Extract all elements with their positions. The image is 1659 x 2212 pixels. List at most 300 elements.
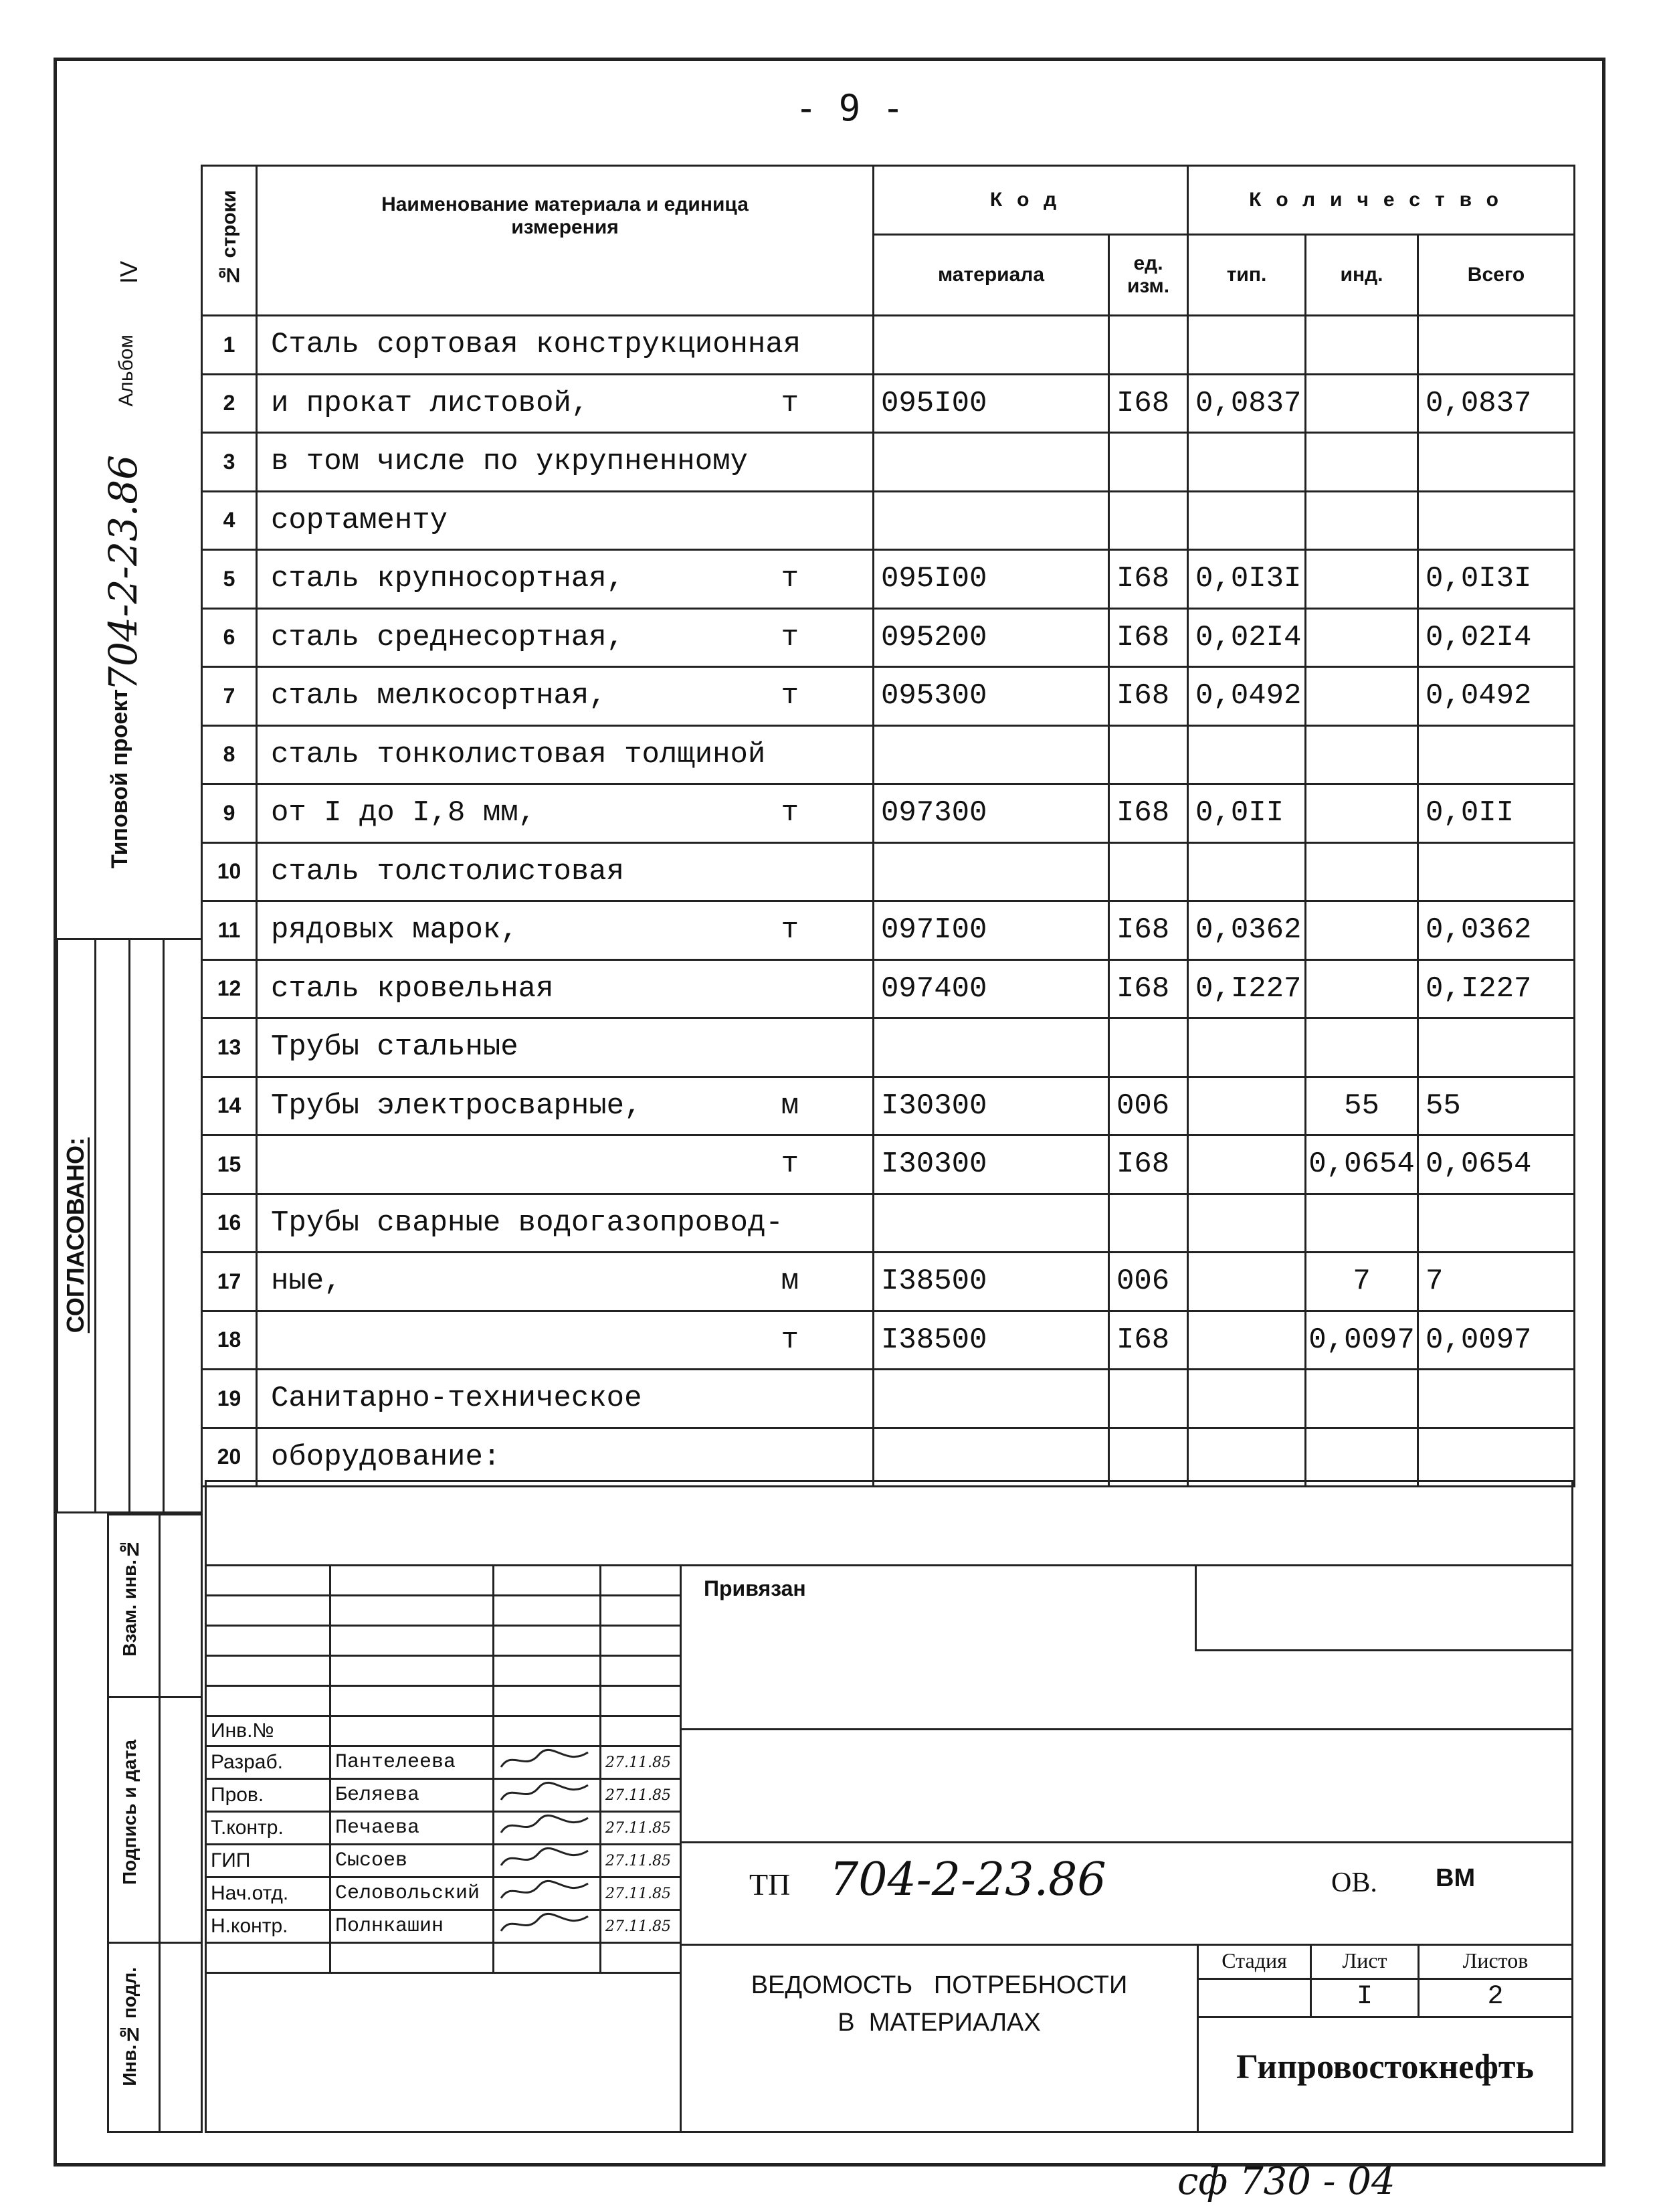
row-number: 19 — [202, 1370, 257, 1428]
material-name — [257, 1135, 874, 1194]
material-code — [874, 1370, 1109, 1428]
bound-label: Привязан — [704, 1576, 806, 1600]
unit-symbol: т — [781, 1323, 799, 1357]
qty-typ — [1188, 842, 1306, 901]
material-code: I38500 — [874, 1253, 1109, 1311]
qty-typ — [1188, 1311, 1306, 1370]
unit-code — [1109, 1018, 1188, 1077]
row-number: 6 — [202, 608, 257, 667]
row-number: 4 — [202, 491, 257, 550]
inv-original-value — [159, 1942, 203, 2133]
signature-scribble — [498, 1878, 592, 1904]
doc-title-line-1: ВЕДОМОСТЬ ПОТРЕБНОСТИ — [751, 1971, 1128, 1999]
qty-ind — [1306, 1194, 1418, 1253]
approved-column-3 — [128, 938, 165, 1513]
unit-symbol: м — [781, 1265, 799, 1299]
sheet-value: I — [1356, 1982, 1373, 2012]
table-row — [202, 1253, 1575, 1311]
blank-cell — [330, 1943, 494, 1973]
blank-cell — [206, 1626, 330, 1656]
material-code — [874, 842, 1109, 901]
unit-code: I68 — [1109, 901, 1188, 960]
album-label: Альбом — [115, 335, 137, 407]
material-name-text: сталь тонколистовая толщиной — [271, 737, 766, 771]
qty-typ: 0,02I4 — [1188, 608, 1306, 667]
material-name — [257, 1370, 874, 1428]
qty-typ: 0,I227 — [1188, 959, 1306, 1018]
qty-ind — [1306, 1370, 1418, 1428]
material-name-text: Сталь сортовая конструкционная — [271, 328, 801, 362]
row-number: 11 — [202, 901, 257, 960]
row-number: 17 — [202, 1253, 257, 1311]
qty-total — [1418, 316, 1575, 375]
qty-total: 0,02I4 — [1418, 608, 1575, 667]
doc-title-line-2: В МАТЕРИАЛАХ — [838, 2009, 1041, 2037]
qty-typ — [1188, 491, 1306, 550]
row-number: 16 — [202, 1194, 257, 1253]
blank-cell — [330, 1656, 494, 1686]
qty-typ — [1188, 1018, 1306, 1077]
sheets-value: 2 — [1487, 1982, 1504, 2012]
unit-code — [1109, 1194, 1188, 1253]
qty-ind — [1306, 491, 1418, 550]
table-row — [202, 667, 1575, 726]
header-material: материала — [874, 235, 1109, 316]
organization-name: Гипровостокнефть — [1236, 2048, 1534, 2086]
material-name — [257, 550, 874, 609]
qty-ind — [1306, 784, 1418, 843]
qty-ind — [1306, 1428, 1418, 1487]
material-name — [257, 901, 874, 960]
header-ind: инд. — [1306, 235, 1418, 316]
table-row — [202, 725, 1575, 784]
person-name: Сысоев — [330, 1845, 494, 1877]
qty-ind — [1306, 667, 1418, 726]
blank-cell — [494, 1566, 601, 1596]
unit-code: I68 — [1109, 667, 1188, 726]
material-code: 095200 — [874, 608, 1109, 667]
material-name-text: сталь среднесортная, — [271, 620, 625, 654]
title-block-blank-row — [206, 1656, 681, 1686]
blank-cell — [206, 1943, 330, 1973]
unit-code — [1109, 491, 1188, 550]
table-row — [202, 433, 1575, 492]
material-name-text: сталь кровельная — [271, 972, 554, 1006]
blank-cell — [330, 1596, 494, 1626]
role-label: Т.контр. — [206, 1812, 330, 1845]
unit-code — [1109, 316, 1188, 375]
table-row — [202, 608, 1575, 667]
qty-typ — [1188, 1428, 1306, 1487]
qty-total: 0,0362 — [1418, 901, 1575, 960]
material-name-text: от I до I,8 мм, — [271, 796, 536, 830]
qty-total: 0,0I3I — [1418, 550, 1575, 609]
blank-cell — [601, 1566, 681, 1596]
materials-table — [201, 165, 1575, 1487]
tp-code-cell — [680, 1841, 1573, 1946]
footer-code: сф 730 - 04 — [1177, 2160, 1395, 2203]
row-number: 18 — [202, 1311, 257, 1370]
blank-cell — [494, 1626, 601, 1656]
qty-total — [1418, 491, 1575, 550]
material-name-text: и прокат листовой, — [271, 386, 589, 420]
role-label: ГИП — [206, 1845, 330, 1877]
unit-code — [1109, 1428, 1188, 1487]
qty-ind: 55 — [1306, 1077, 1418, 1135]
signature-scribble — [498, 1813, 592, 1838]
qty-ind — [1306, 374, 1418, 433]
signature-row — [206, 1812, 681, 1845]
sign-date-value — [159, 1696, 203, 1944]
sign-date: 27.11.85 — [601, 1812, 681, 1845]
material-name — [257, 667, 874, 726]
table-row — [202, 491, 1575, 550]
table-row — [202, 1370, 1575, 1428]
signature-cell — [494, 1746, 601, 1779]
blank-cell — [330, 1626, 494, 1656]
material-name-text: рядовых марок, — [271, 913, 518, 947]
qty-total: 0,0492 — [1418, 667, 1575, 726]
row-number: 12 — [202, 959, 257, 1018]
unit-symbol: т — [781, 386, 799, 420]
material-name-text: ные, — [271, 1265, 342, 1299]
qty-typ — [1188, 1077, 1306, 1135]
unit-code: I68 — [1109, 784, 1188, 843]
material-name — [257, 316, 874, 375]
qty-typ — [1188, 433, 1306, 492]
qty-typ — [1188, 1194, 1306, 1253]
tp-prefix: ТП — [749, 1867, 791, 1902]
unit-symbol: т — [781, 562, 799, 596]
material-name — [257, 1194, 874, 1253]
qty-ind — [1306, 316, 1418, 375]
unit-code: 006 — [1109, 1253, 1188, 1311]
blank-cell — [330, 1716, 494, 1746]
row-number: 7 — [202, 667, 257, 726]
unit-symbol: т — [781, 913, 799, 947]
role-label: Нач.отд. — [206, 1877, 330, 1910]
qty-typ — [1188, 1253, 1306, 1311]
qty-total: 0,0837 — [1418, 374, 1575, 433]
table-row — [202, 1428, 1575, 1487]
qty-ind — [1306, 1018, 1418, 1077]
blank-cell — [206, 1656, 330, 1686]
row-number: 20 — [202, 1428, 257, 1487]
title-block-blank-row — [206, 1686, 681, 1716]
sheets-label: Листов — [1462, 1948, 1529, 1972]
table-row — [202, 1077, 1575, 1135]
table-row — [202, 374, 1575, 433]
table-row — [202, 1311, 1575, 1370]
blank-cell — [601, 1596, 681, 1626]
approved-label: СОГЛАСОВАНО: — [62, 1137, 89, 1333]
signature-scribble — [498, 1845, 592, 1871]
material-name — [257, 725, 874, 784]
blank-cell — [206, 1596, 330, 1626]
unit-code: 006 — [1109, 1077, 1188, 1135]
qty-typ: 0,0492 — [1188, 667, 1306, 726]
qty-ind — [1306, 550, 1418, 609]
unit-symbol: т — [781, 620, 799, 654]
table-row — [202, 842, 1575, 901]
unit-code — [1109, 725, 1188, 784]
sign-date-label: Подпись и дата — [119, 1740, 140, 1885]
header-unit: ед. изм. — [1109, 235, 1188, 316]
vm-label: ВМ — [1436, 1864, 1476, 1892]
role-label: Н.контр. — [206, 1910, 330, 1943]
qty-ind — [1306, 959, 1418, 1018]
title-block-blank-row — [206, 1626, 681, 1656]
qty-total: 0,0654 — [1418, 1135, 1575, 1194]
sign-date: 27.11.85 — [601, 1910, 681, 1943]
material-name — [257, 842, 874, 901]
role-label: Разраб. — [206, 1746, 330, 1779]
qty-total: 0,0II — [1418, 784, 1575, 843]
header-typ: тип. — [1188, 235, 1306, 316]
material-name — [257, 433, 874, 492]
signature-scribble — [498, 1780, 592, 1805]
material-code — [874, 1194, 1109, 1253]
material-name — [257, 1018, 874, 1077]
qty-total — [1418, 1194, 1575, 1253]
ov-label: ОВ. — [1331, 1867, 1377, 1898]
row-number: 8 — [202, 725, 257, 784]
unit-code — [1109, 1370, 1188, 1428]
row-number: 15 — [202, 1135, 257, 1194]
unit-code: I68 — [1109, 1135, 1188, 1194]
album-number: IV — [115, 261, 142, 284]
blank-cell — [330, 1566, 494, 1596]
blank-cell — [601, 1656, 681, 1686]
signature-cell — [494, 1779, 601, 1812]
qty-total — [1418, 1428, 1575, 1487]
row-number: 2 — [202, 374, 257, 433]
qty-typ: 0,0II — [1188, 784, 1306, 843]
blank-cell — [494, 1943, 601, 1973]
material-code — [874, 1428, 1109, 1487]
sheet-label: Лист — [1342, 1948, 1387, 1972]
header-code-group: Код — [874, 166, 1188, 235]
qty-ind — [1306, 433, 1418, 492]
material-name-text: Санитарно-техническое — [271, 1382, 642, 1416]
table-row — [202, 959, 1575, 1018]
unit-code: I68 — [1109, 374, 1188, 433]
table-row — [202, 901, 1575, 960]
qty-typ: 0,0I3I — [1188, 550, 1306, 609]
blank-cell — [494, 1656, 601, 1686]
material-name-text: Трубы сварные водогазопровод- — [271, 1206, 783, 1240]
material-name — [257, 1253, 874, 1311]
signature-row — [206, 1845, 681, 1877]
table-row — [202, 1194, 1575, 1253]
material-name-text: сталь толстолистовая — [271, 854, 625, 889]
material-name — [257, 491, 874, 550]
inv-row — [206, 1716, 681, 1746]
material-name-text: оборудование: — [271, 1440, 501, 1474]
row-number: 13 — [202, 1018, 257, 1077]
qty-typ — [1188, 725, 1306, 784]
unit-symbol: т — [781, 796, 799, 830]
signature-scribble — [498, 1747, 592, 1772]
signature-cell — [494, 1910, 601, 1943]
header-row-no: № строки — [202, 166, 257, 316]
table-row — [202, 316, 1575, 375]
unit-code — [1109, 842, 1188, 901]
material-code: I30300 — [874, 1077, 1109, 1135]
material-code — [874, 491, 1109, 550]
qty-typ: 0,0362 — [1188, 901, 1306, 960]
table-row — [202, 550, 1575, 609]
material-code — [874, 316, 1109, 375]
row-number: 9 — [202, 784, 257, 843]
row-number: 5 — [202, 550, 257, 609]
qty-total: 7 — [1418, 1253, 1575, 1311]
qty-ind — [1306, 842, 1418, 901]
unit-code: I68 — [1109, 608, 1188, 667]
material-name — [257, 374, 874, 433]
signature-cell — [494, 1812, 601, 1845]
qty-typ: 0,0837 — [1188, 374, 1306, 433]
material-name-text: сталь крупносортная, — [271, 562, 625, 596]
material-name-text: сортаменту — [271, 503, 448, 537]
qty-total — [1418, 842, 1575, 901]
material-name-text: в том числе по укрупненному — [271, 445, 748, 479]
qty-ind — [1306, 608, 1418, 667]
table-row — [202, 1135, 1575, 1194]
unit-code: I68 — [1109, 959, 1188, 1018]
material-name — [257, 1428, 874, 1487]
inv-label: Инв.№ — [206, 1716, 330, 1746]
material-code: I30300 — [874, 1135, 1109, 1194]
role-label: Пров. — [206, 1779, 330, 1812]
sign-date: 27.11.85 — [601, 1779, 681, 1812]
qty-total — [1418, 433, 1575, 492]
material-code: 097300 — [874, 784, 1109, 843]
material-name — [257, 784, 874, 843]
signature-row — [206, 1779, 681, 1812]
signature-row — [206, 1910, 681, 1943]
unit-symbol: м — [781, 1089, 799, 1123]
row-number: 14 — [202, 1077, 257, 1135]
signature-row — [206, 1877, 681, 1910]
qty-total: 0,I227 — [1418, 959, 1575, 1018]
row-number: 3 — [202, 433, 257, 492]
header-name: Наименование материала и единица измерения — [257, 166, 874, 316]
table-row — [202, 784, 1575, 843]
sign-date: 27.11.85 — [601, 1845, 681, 1877]
blank-cell — [494, 1596, 601, 1626]
material-code — [874, 725, 1109, 784]
material-name-text: сталь мелкосортная, — [271, 679, 607, 713]
qty-ind: 0,0654 — [1306, 1135, 1418, 1194]
inv-original-label: Инв.№ подл. — [119, 1967, 140, 2086]
material-code — [874, 1018, 1109, 1077]
bound-value-cell — [1195, 1564, 1573, 1651]
unit-symbol: т — [781, 679, 799, 713]
exchange-inv-label: Взам. инв.№ — [119, 1539, 140, 1657]
person-name: Печаева — [330, 1812, 494, 1845]
qty-ind — [1306, 901, 1418, 960]
project-label: Типовой проект — [107, 689, 132, 868]
blank-cell — [601, 1716, 681, 1746]
qty-total — [1418, 725, 1575, 784]
person-name: Беляева — [330, 1779, 494, 1812]
project-code-handwritten: 704-2-23.86 — [100, 455, 146, 691]
material-name-text: Трубы стальные — [271, 1030, 518, 1065]
blank-cell — [494, 1716, 601, 1746]
unit-code: I68 — [1109, 1311, 1188, 1370]
qty-total: 0,0097 — [1418, 1311, 1575, 1370]
unit-code — [1109, 433, 1188, 492]
title-block-blank-row — [206, 1596, 681, 1626]
stage-label: Стадия — [1222, 1948, 1287, 1972]
person-name: Пантелеева — [330, 1746, 494, 1779]
material-name — [257, 1311, 874, 1370]
signature-scribble — [498, 1911, 592, 1936]
person-name: Полнкашин — [330, 1910, 494, 1943]
page-number: - 9 - — [795, 87, 904, 129]
qty-total — [1418, 1018, 1575, 1077]
blank-cell — [206, 1686, 330, 1716]
unit-code: I68 — [1109, 550, 1188, 609]
title-block-blank-row — [206, 1566, 681, 1596]
material-code: 095300 — [874, 667, 1109, 726]
signature-row — [206, 1746, 681, 1779]
qty-total — [1418, 1370, 1575, 1428]
material-code: 097400 — [874, 959, 1109, 1018]
blank-cell — [206, 1566, 330, 1596]
person-name: Селовольский — [330, 1877, 494, 1910]
blank-cell — [494, 1686, 601, 1716]
material-code: 095I00 — [874, 550, 1109, 609]
approved-column-4 — [163, 938, 203, 1513]
material-name-text: Трубы электросварные, — [271, 1089, 642, 1123]
qty-ind: 7 — [1306, 1253, 1418, 1311]
title-block-blank-row — [206, 1943, 681, 1973]
sign-date: 27.11.85 — [601, 1877, 681, 1910]
qty-typ — [1188, 1370, 1306, 1428]
material-code: 097I00 — [874, 901, 1109, 960]
material-code — [874, 433, 1109, 492]
header-quantity-group: Количество — [1188, 166, 1575, 235]
blank-cell — [601, 1626, 681, 1656]
qty-typ — [1188, 316, 1306, 375]
material-name — [257, 608, 874, 667]
unit-symbol: т — [781, 1147, 799, 1182]
exchange-inv-value — [159, 1513, 203, 1698]
tp-code-handwritten: 704-2-23.86 — [830, 1853, 1106, 1906]
header-total: Всего — [1418, 235, 1575, 316]
material-name — [257, 1077, 874, 1135]
approved-column-2 — [94, 938, 130, 1513]
signature-cell — [494, 1845, 601, 1877]
qty-total: 55 — [1418, 1077, 1575, 1135]
table-row — [202, 1018, 1575, 1077]
blank-cell — [330, 1686, 494, 1716]
signature-cell — [494, 1877, 601, 1910]
qty-ind — [1306, 725, 1418, 784]
blank-cell — [601, 1943, 681, 1973]
material-name — [257, 959, 874, 1018]
material-code: 095I00 — [874, 374, 1109, 433]
sign-date: 27.11.85 — [601, 1746, 681, 1779]
stage-value-cell — [1197, 1978, 1312, 2018]
row-number: 1 — [202, 316, 257, 375]
qty-typ — [1188, 1135, 1306, 1194]
qty-ind: 0,0097 — [1306, 1311, 1418, 1370]
signatures-table — [205, 1564, 682, 1974]
row-number: 10 — [202, 842, 257, 901]
